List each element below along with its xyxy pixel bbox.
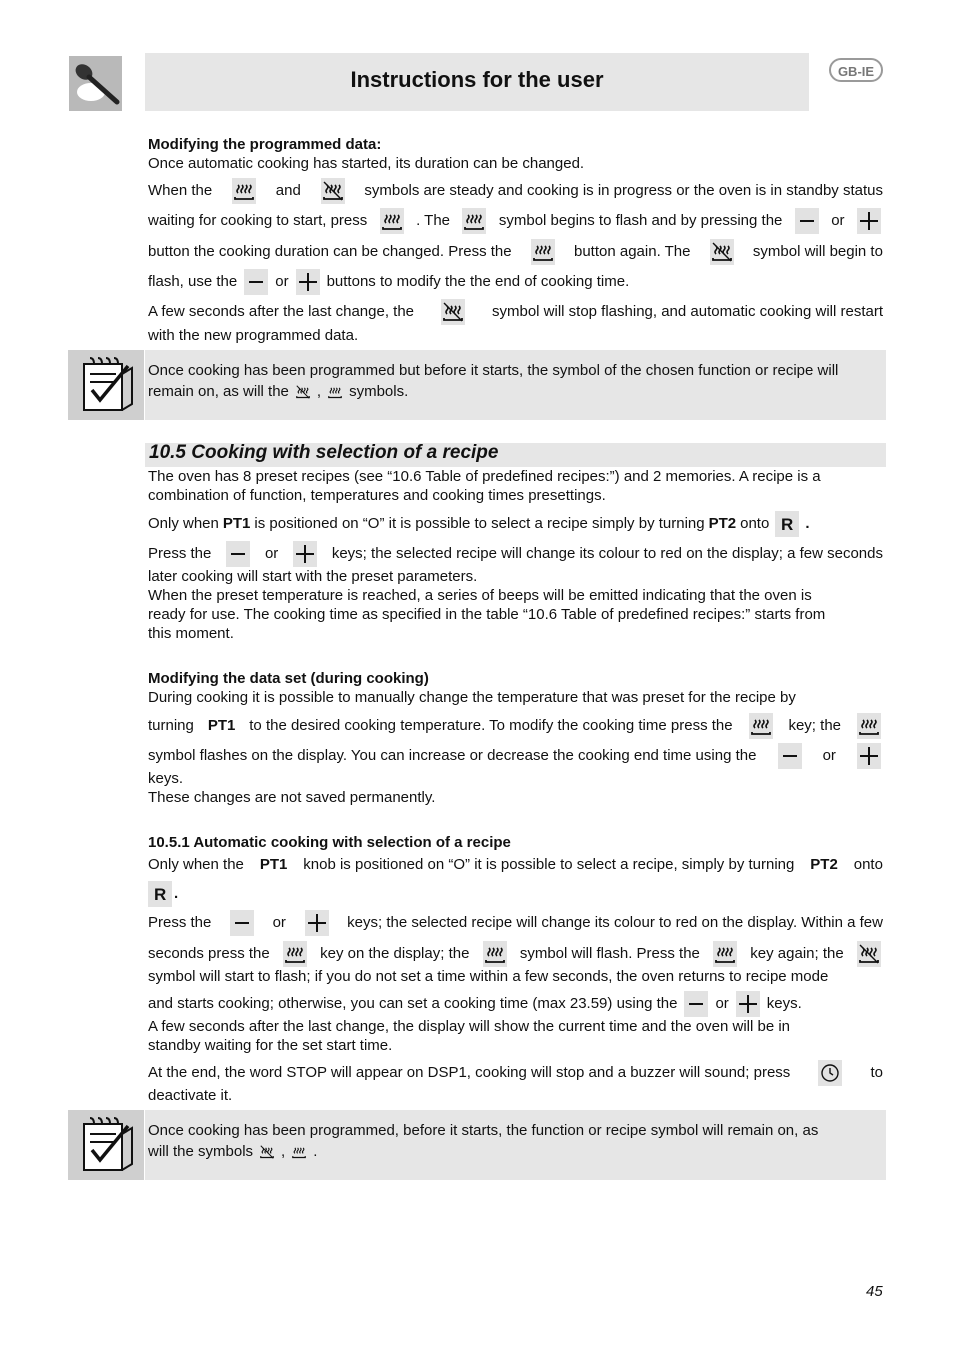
recipe-r-icon (148, 881, 172, 907)
notepad-note-icon (68, 1110, 144, 1180)
text: key; the (788, 717, 841, 734)
text: will the symbols (148, 1143, 254, 1160)
text: Only when the (148, 856, 244, 873)
text: keys; the selected recipe will change its colour to red on the display; a few seconds (331, 545, 883, 562)
paragraph-line (148, 881, 178, 907)
minus-icon (778, 743, 802, 769)
text: or (264, 545, 279, 562)
knob-label: PT2 (810, 856, 838, 873)
paragraph-line (148, 239, 883, 265)
paragraph-line (148, 941, 883, 967)
text: or (715, 995, 729, 1012)
text: knob is positioned on “O” it is possible to select a recipe, simply by turning (303, 856, 795, 873)
cooking-duration-icon (290, 1143, 308, 1161)
page-number: 45 (866, 1283, 883, 1300)
text: ready for use. The cooking time as specified in the table “10.6 Table of predefined recipes:” starts from (148, 606, 826, 623)
recipe-r-icon (775, 511, 799, 537)
text: symbol begins to flash and by pressing the (498, 212, 783, 229)
text: keys. (766, 995, 802, 1012)
text: When the (148, 182, 213, 199)
text: At the end, the word STOP will appear on DSP1, cooking will stop and a buzzer will sound; press (148, 1064, 791, 1081)
section-heading: 10.5.1 Automatic cooking with selection of a recipe (148, 834, 511, 851)
paragraph-line: deactivate it. (148, 1087, 233, 1104)
plus-icon (857, 743, 881, 769)
end-of-cooking-icon (710, 239, 734, 265)
paragraph-line (148, 541, 883, 567)
country-badge: GB-IE (829, 58, 883, 82)
section-heading: Modifying the data set (during cooking) (148, 670, 429, 687)
paragraph-line (148, 743, 883, 769)
paragraph-line (148, 587, 883, 605)
paragraph-line (148, 606, 883, 624)
paragraph-line (148, 299, 883, 325)
text: or (272, 914, 286, 931)
text: symbol will stop flashing, and automatic cooking will restart (491, 303, 883, 320)
text: or (275, 273, 289, 290)
paragraph-line (148, 208, 883, 234)
note-line (148, 1143, 317, 1161)
paragraph-line (148, 1060, 883, 1086)
text: and (275, 182, 301, 199)
end-of-cooking-icon (258, 1143, 276, 1161)
paragraph-line (148, 468, 883, 486)
text: onto (853, 856, 883, 873)
paragraph-line: keys. (148, 770, 184, 787)
clock-icon (818, 1060, 842, 1086)
text: A few seconds after the last change, the (148, 303, 415, 320)
cooking-duration-icon (462, 208, 486, 234)
minus-icon (230, 910, 254, 936)
end-of-cooking-icon (441, 299, 465, 325)
paragraph-line: combination of function, temperatures and cooking times presettings. (148, 487, 606, 504)
text: The oven has 8 preset recipes (see “10.6 Table of predefined recipes:”) and 2 memories. A recipe is a (148, 468, 821, 485)
text: or (831, 212, 845, 229)
text: A few seconds after the last change, the display will show the current time and the oven will be in (148, 1018, 791, 1035)
end-of-cooking-icon (294, 383, 312, 401)
text: symbol will begin to (752, 243, 883, 260)
text: Only when (148, 515, 219, 532)
paragraph-line: These changes are not saved permanently. (148, 789, 436, 806)
text: button the cooking duration can be changed. Press the (148, 243, 512, 260)
section-title: 10.5 Cooking with selection of a recipe (149, 442, 499, 463)
paragraph-line (148, 178, 883, 204)
text: waiting for cooking to start, press (148, 212, 368, 229)
cooking-duration-icon (483, 941, 507, 967)
text: buttons to modify the the end of cooking time. (326, 273, 630, 290)
cooking-duration-icon (283, 941, 307, 967)
text: . (313, 1143, 318, 1160)
text: and starts cooking; otherwise, you can set a cooking time (max 23.59) using the (148, 995, 678, 1012)
text: When the preset temperature is reached, a series of beeps will be emitted indicating that the oven is (148, 587, 812, 604)
page-title: Instructions for the user (350, 67, 604, 92)
cooking-duration-icon (232, 178, 256, 204)
text: symbol will start to flash; if you do not set a time within a few seconds, the oven returns to recipe mode (148, 968, 829, 985)
text: key on the display; the (320, 945, 470, 962)
knob-label: PT2 (708, 515, 737, 532)
plus-icon (857, 208, 881, 234)
knob-label: PT1 (222, 515, 251, 532)
section-heading: Modifying the programmed data: (148, 136, 382, 153)
chef-spoon-logo-icon (69, 56, 122, 111)
text: symbol flashes on the display. You can increase or decrease the cooking end time using the (148, 747, 757, 764)
paragraph-line: with the new programmed data. (148, 327, 359, 344)
note-line (148, 383, 408, 401)
minus-icon (226, 541, 250, 567)
paragraph-line: this moment. (148, 625, 234, 642)
minus-icon (244, 269, 268, 295)
text: Press the (148, 545, 212, 562)
text: to (870, 1064, 883, 1081)
paragraph-line (148, 713, 883, 739)
text: onto (740, 515, 770, 532)
cooking-duration-icon (531, 239, 555, 265)
text: Once cooking has been programmed, before it starts, the function or recipe symbol will remain on, as (148, 1122, 819, 1139)
text: to the desired cooking temperature. To modify the cooking time press the (249, 717, 733, 734)
cooking-duration-icon (713, 941, 737, 967)
text: Press the (148, 914, 212, 931)
cooking-duration-icon (380, 208, 404, 234)
text: is positioned on “O” it is possible to select a recipe simply by turning (254, 515, 705, 532)
text: During cooking it is possible to manually change the temperature that was preset for the recipe by (148, 689, 796, 706)
end-of-cooking-icon (321, 178, 345, 204)
text: . (805, 515, 810, 532)
paragraph-line: Once automatic cooking has started, its duration can be changed. (148, 155, 585, 172)
paragraph-line (148, 910, 883, 936)
knob-label: PT1 (259, 856, 288, 873)
plus-icon (305, 910, 329, 936)
text: turning (148, 717, 194, 734)
minus-icon (684, 991, 708, 1017)
minus-icon (795, 208, 819, 234)
plus-icon (736, 991, 760, 1017)
paragraph-line (148, 968, 883, 986)
text: button again. The (574, 243, 691, 260)
text: flash, use the (148, 273, 238, 290)
text: symbols. (349, 383, 409, 400)
paragraph-line: standby waiting for the set start time. (148, 1037, 393, 1054)
knob-label: PT1 (207, 717, 236, 734)
cooking-duration-icon (326, 383, 344, 401)
note-line (148, 1122, 883, 1140)
paragraph-line (148, 991, 802, 1017)
paragraph-line (148, 1018, 883, 1036)
text: or (822, 747, 836, 764)
plus-icon (296, 269, 320, 295)
text: keys; the selected recipe will change its colour to red on the display. Within a few (347, 914, 883, 931)
text: symbol will flash. Press the (519, 945, 700, 962)
text: symbols are steady and cooking is in progress or the oven is in standby status (364, 182, 883, 199)
paragraph-line (148, 511, 810, 537)
plus-icon (293, 541, 317, 567)
header-bar (145, 53, 809, 111)
note-line: Once cooking has been programmed but before it starts, the symbol of the chosen function or recipe will (148, 362, 839, 379)
text: , (281, 1143, 286, 1160)
paragraph-line (148, 856, 883, 874)
paragraph-line (148, 269, 629, 295)
text: . (174, 885, 179, 902)
cooking-duration-icon (749, 713, 773, 739)
text: seconds press the (148, 945, 270, 962)
text: key again; the (750, 945, 844, 962)
cooking-duration-icon (857, 713, 881, 739)
notepad-note-icon (68, 350, 144, 420)
paragraph-line: later cooking will start with the preset parameters. (148, 568, 478, 585)
text: . The (416, 212, 451, 229)
text: remain on, as will the (148, 383, 289, 400)
text: , (316, 383, 322, 400)
end-of-cooking-icon (857, 941, 881, 967)
paragraph-line (148, 689, 883, 707)
